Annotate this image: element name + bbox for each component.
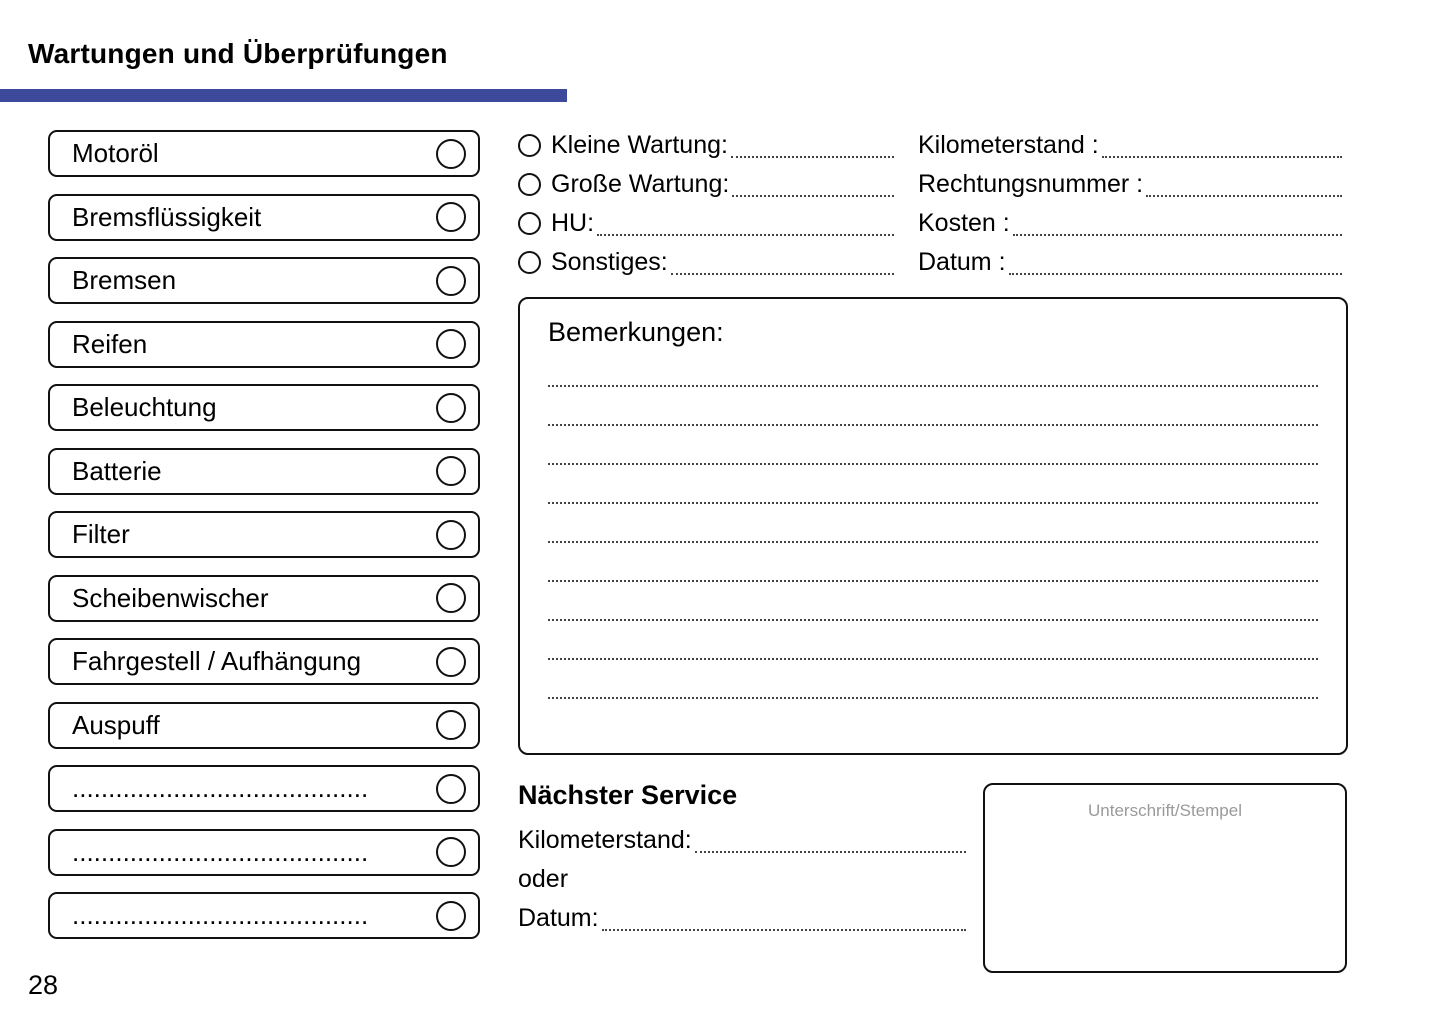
checkbox-circle[interactable] bbox=[436, 901, 466, 931]
next-service-title: Nächster Service bbox=[518, 780, 738, 810]
datum-label: Datum: bbox=[518, 904, 599, 932]
checklist-item-label: Filter bbox=[72, 519, 130, 549]
checklist-item-label: Scheibenwischer bbox=[72, 582, 269, 613]
checklist-item bbox=[48, 257, 480, 304]
checkbox-circle[interactable] bbox=[436, 837, 466, 867]
service-type-label: Kleine Wartung: bbox=[551, 131, 728, 159]
checklist-item-label: Beleuchtung bbox=[72, 392, 217, 422]
service-type-label: Große Wartung: bbox=[551, 170, 730, 198]
checkbox-circle[interactable] bbox=[436, 647, 466, 677]
checklist-item-label: Bremsflüssigkeit bbox=[72, 201, 262, 232]
invoice-field-row bbox=[918, 243, 1342, 282]
remarks-title: Bemerkungen: bbox=[548, 317, 724, 347]
fill-in-line bbox=[731, 156, 894, 158]
checklist-item bbox=[48, 638, 480, 685]
checklist-item-label: ......................................... bbox=[72, 773, 369, 803]
checklist-item bbox=[48, 321, 480, 368]
checklist-item bbox=[48, 702, 480, 749]
signature-label: Unterschrift/Stempel bbox=[1088, 801, 1242, 820]
title-accent-bar bbox=[0, 89, 567, 102]
invoice-field-label: Rechtungsnummer : bbox=[918, 170, 1144, 198]
fill-in-line bbox=[1146, 195, 1342, 197]
maintenance-checklist bbox=[48, 130, 480, 939]
checkbox-circle[interactable] bbox=[436, 456, 466, 486]
invoice-field-row bbox=[918, 126, 1342, 165]
fill-in-line bbox=[671, 273, 894, 275]
checkbox-circle[interactable] bbox=[436, 139, 466, 169]
invoice-field-label: Kosten : bbox=[918, 209, 1010, 237]
page-title: Wartungen und Überprüfungen bbox=[28, 38, 448, 69]
radio-circle[interactable] bbox=[518, 212, 541, 235]
kilometerstand-label: Kilometerstand: bbox=[518, 826, 692, 854]
remarks-writing-line bbox=[548, 660, 1318, 699]
checklist-item-label: Fahrgestell / Aufhängung bbox=[72, 646, 362, 676]
checklist-item bbox=[48, 448, 480, 495]
checklist-item bbox=[48, 575, 480, 622]
invoice-field-row bbox=[918, 165, 1342, 204]
next-service-kilometerstand-row bbox=[518, 821, 966, 860]
checklist-item-label: Reifen bbox=[72, 328, 148, 359]
checklist-item-label: Bremsen bbox=[72, 265, 177, 295]
service-type-label: HU: bbox=[551, 209, 595, 237]
checklist-item bbox=[48, 384, 480, 431]
checklist-item-blank bbox=[48, 829, 480, 876]
fill-in-line bbox=[1013, 234, 1342, 236]
page-number: 28 bbox=[28, 970, 59, 1000]
checklist-item-label: Batterie bbox=[72, 455, 162, 486]
checklist-item-label: Motoröl bbox=[72, 138, 159, 168]
remarks-writing-line bbox=[548, 348, 1318, 387]
service-type-row bbox=[518, 126, 894, 165]
checkbox-circle[interactable] bbox=[436, 266, 466, 296]
remarks-writing-line bbox=[548, 504, 1318, 543]
radio-circle[interactable] bbox=[518, 173, 541, 196]
oder-label: oder bbox=[518, 865, 569, 893]
checklist-item-label: Auspuff bbox=[72, 709, 160, 740]
fill-in-line bbox=[602, 929, 966, 931]
remarks-writing-line bbox=[548, 543, 1318, 582]
checklist-item bbox=[48, 194, 480, 241]
remarks-writing-line bbox=[548, 582, 1318, 621]
invoice-field-label: Kilometerstand : bbox=[918, 131, 1099, 159]
checkbox-circle[interactable] bbox=[436, 774, 466, 804]
service-type-list bbox=[518, 126, 894, 282]
checkbox-circle[interactable] bbox=[436, 520, 466, 550]
fill-in-line bbox=[732, 195, 894, 197]
remarks-writing-line bbox=[548, 621, 1318, 660]
checklist-item-blank bbox=[48, 765, 480, 812]
fill-in-line bbox=[597, 234, 894, 236]
radio-circle[interactable] bbox=[518, 251, 541, 274]
checklist-item bbox=[48, 130, 480, 177]
radio-circle[interactable] bbox=[518, 134, 541, 157]
checklist-item-blank bbox=[48, 892, 480, 939]
checkbox-circle[interactable] bbox=[436, 710, 466, 740]
invoice-field-row bbox=[918, 204, 1342, 243]
remarks-writing-line bbox=[548, 465, 1318, 504]
checkbox-circle[interactable] bbox=[436, 393, 466, 423]
invoice-field-label: Datum : bbox=[918, 248, 1006, 276]
next-service-datum-row bbox=[518, 899, 966, 938]
remarks-writing-line bbox=[548, 387, 1318, 426]
invoice-field-list bbox=[918, 126, 1342, 282]
remarks-box bbox=[518, 297, 1348, 755]
signature-box bbox=[983, 783, 1347, 973]
checklist-item-label: ......................................... bbox=[72, 900, 369, 930]
checklist-item-label: ......................................... bbox=[72, 836, 369, 867]
checklist-item bbox=[48, 511, 480, 558]
fill-in-line bbox=[1102, 156, 1342, 158]
checkbox-circle[interactable] bbox=[436, 202, 466, 232]
service-type-label: Sonstiges: bbox=[551, 248, 668, 276]
checkbox-circle[interactable] bbox=[436, 329, 466, 359]
checkbox-circle[interactable] bbox=[436, 583, 466, 613]
next-service-section bbox=[518, 780, 966, 938]
service-type-row bbox=[518, 243, 894, 282]
remarks-writing-line bbox=[548, 426, 1318, 465]
fill-in-line bbox=[1009, 273, 1342, 275]
fill-in-line bbox=[695, 851, 966, 853]
service-type-row bbox=[518, 165, 894, 204]
service-type-row bbox=[518, 204, 894, 243]
